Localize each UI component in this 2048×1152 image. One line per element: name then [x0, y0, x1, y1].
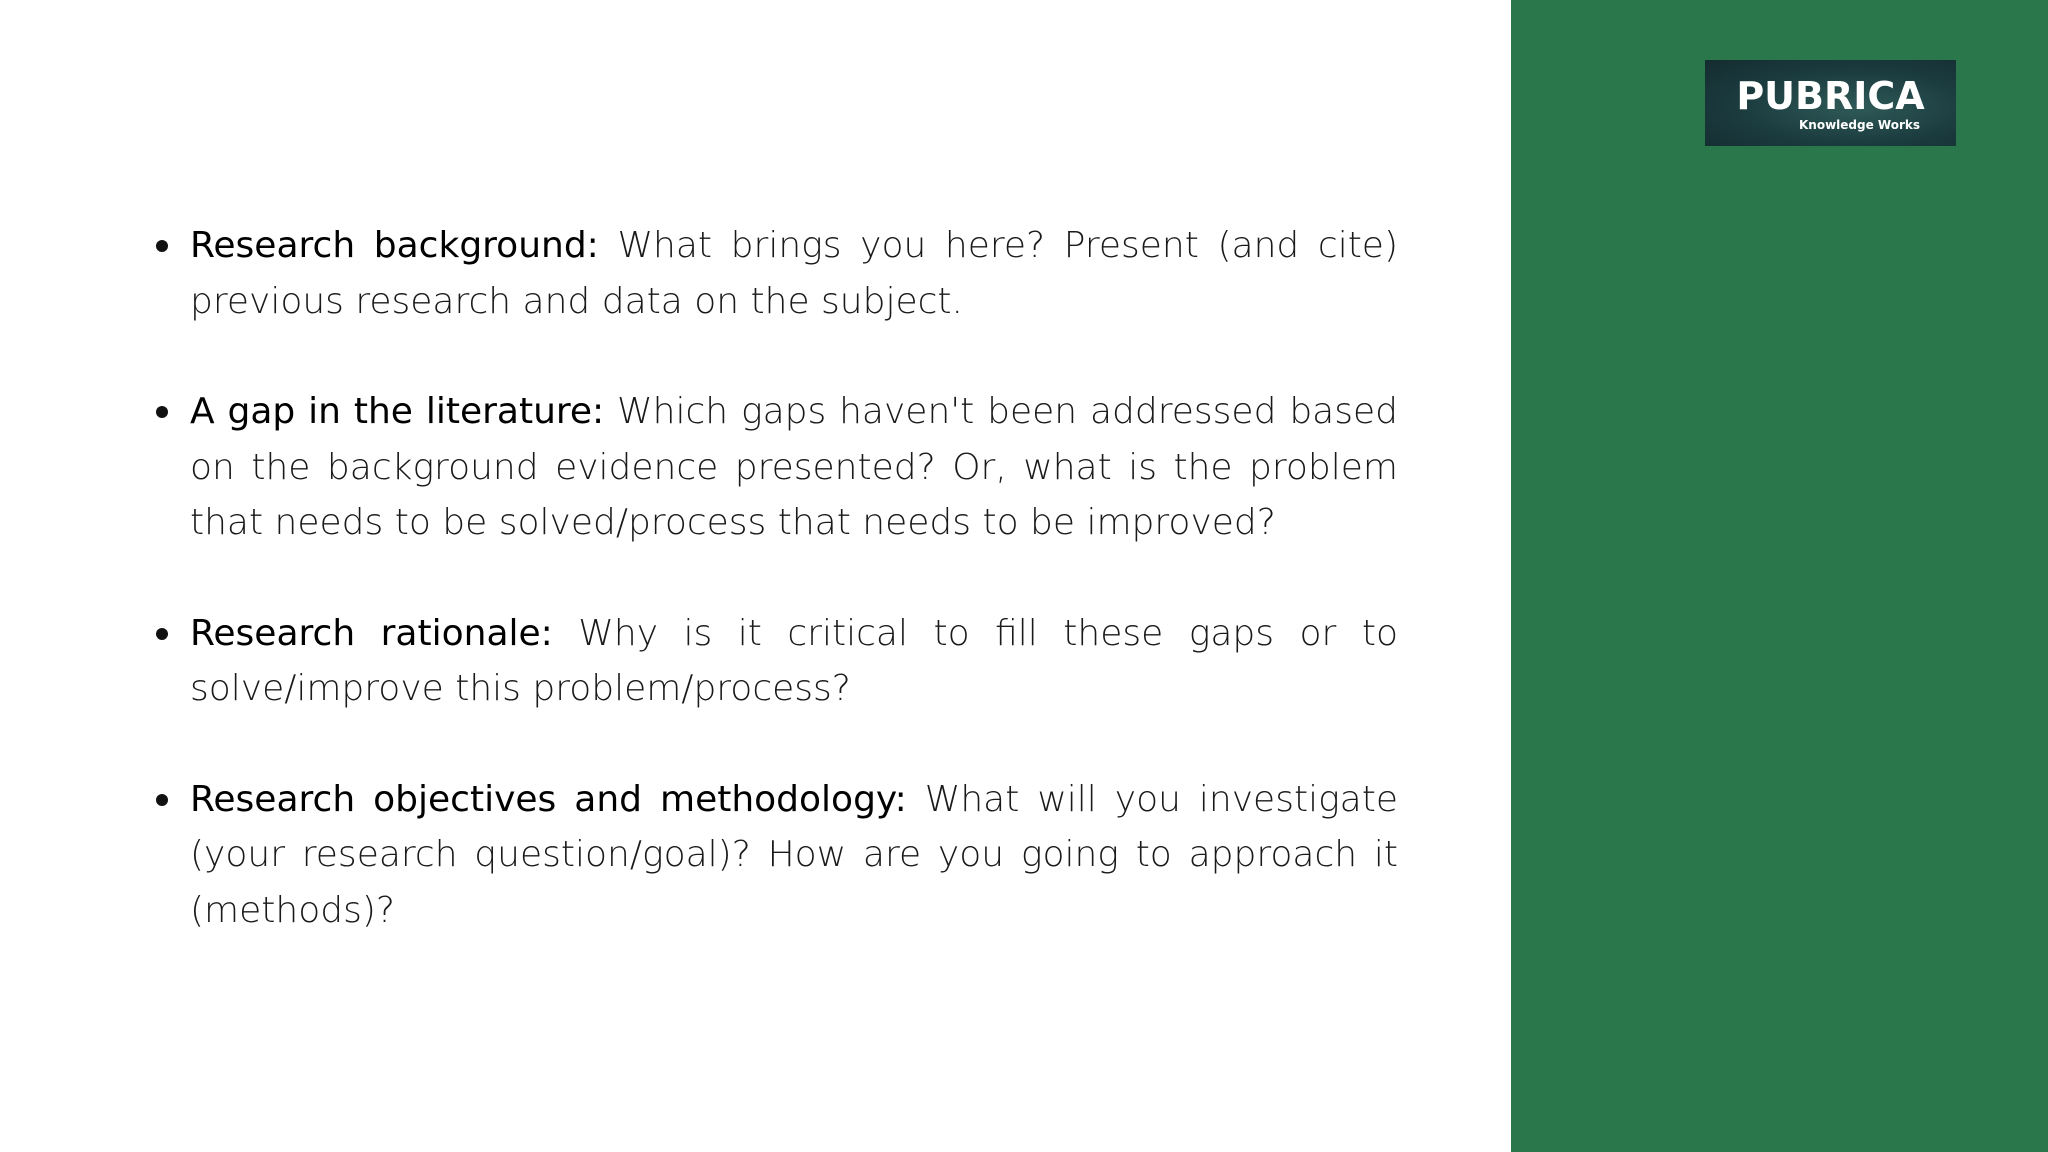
bullet-text: What will you investigate (your research question/goal)? How are you going to approach it (methods)? — [190, 778, 1399, 931]
bullet-dot-icon — [156, 628, 168, 640]
logo-tagline: Knowledge Works — [1798, 118, 1920, 132]
bullet-dot-icon — [156, 794, 168, 806]
bullet-gap-in-literature — [150, 384, 1398, 551]
bullet-term: Research background: — [190, 225, 599, 266]
bullet-dot-icon — [156, 240, 168, 252]
bullet-dot-icon — [156, 406, 168, 418]
main-content — [150, 218, 1398, 993]
bullet-term: A gap in the literature: — [190, 391, 605, 432]
bullet-research-background — [150, 218, 1398, 329]
bullet-list — [150, 218, 1398, 938]
bullet-term: Research rationale: — [190, 612, 553, 654]
bullet-research-rationale — [150, 606, 1398, 717]
bullet-text: What brings you here? Present (and cite) previous research and data on the subject. — [190, 225, 1398, 322]
bullet-objectives-methodology — [150, 772, 1398, 939]
pubrica-logo — [1705, 60, 1956, 146]
logo-name: PUBRICA — [1736, 74, 1925, 118]
bullet-text: Which gaps haven't been addressed based on the background evidence presented? Or, what is the problem that needs to be solved/process that needs to be improved? — [190, 391, 1398, 543]
bullet-term: Research objectives and methodology: — [190, 778, 907, 820]
green-side-panel — [1511, 0, 2048, 1152]
bullet-text: Why is it critical to fill these gaps or to solve/improve this problem/process? — [190, 612, 1399, 709]
